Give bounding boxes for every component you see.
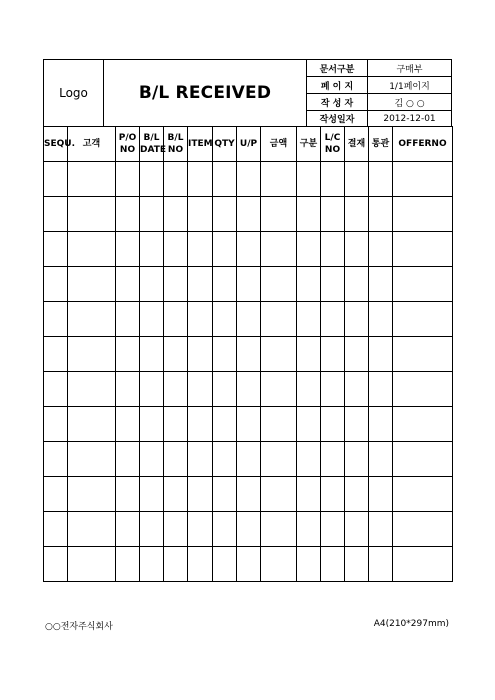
table-cell[interactable] — [140, 197, 164, 232]
table-cell[interactable] — [116, 442, 140, 477]
table-cell[interactable] — [297, 232, 321, 267]
column-header: 고객 — [68, 127, 116, 162]
table-cell[interactable] — [213, 407, 237, 442]
table-cell[interactable] — [140, 442, 164, 477]
table-cell[interactable] — [68, 267, 116, 302]
table-cell[interactable] — [321, 477, 345, 512]
table-cell[interactable] — [116, 232, 140, 267]
table-cell[interactable] — [261, 267, 297, 302]
meta-label-page: 페 이 지 — [307, 77, 368, 94]
table-cell[interactable] — [345, 547, 369, 582]
table-cell[interactable] — [188, 162, 213, 197]
table-cell[interactable] — [393, 162, 453, 197]
table-cell[interactable] — [44, 477, 68, 512]
table-cell[interactable] — [393, 547, 453, 582]
table-cell[interactable] — [116, 407, 140, 442]
table-cell[interactable] — [116, 512, 140, 547]
table-cell[interactable] — [261, 372, 297, 407]
table-body — [44, 162, 453, 582]
table-cell[interactable] — [140, 162, 164, 197]
table-row — [44, 232, 453, 267]
meta-value-page: 1/1페이지 — [368, 77, 452, 94]
table-row — [44, 337, 453, 372]
table-cell[interactable] — [140, 232, 164, 267]
table-cell[interactable] — [213, 372, 237, 407]
table-cell[interactable] — [116, 372, 140, 407]
table-cell[interactable] — [68, 372, 116, 407]
table-cell[interactable] — [369, 547, 393, 582]
table-cell[interactable] — [116, 477, 140, 512]
table-cell[interactable] — [297, 547, 321, 582]
table-cell[interactable] — [345, 407, 369, 442]
table-cell[interactable] — [297, 302, 321, 337]
table-cell[interactable] — [44, 197, 68, 232]
table-cell[interactable] — [44, 407, 68, 442]
document-title: B/L RECEIVED — [104, 60, 307, 127]
table-cell[interactable] — [140, 372, 164, 407]
meta-value-date: 2012-12-01 — [368, 111, 452, 127]
column-header: ITEM — [188, 127, 213, 162]
table-cell[interactable] — [345, 267, 369, 302]
table-cell[interactable] — [44, 232, 68, 267]
table-cell[interactable] — [297, 267, 321, 302]
table-cell[interactable] — [393, 337, 453, 372]
table-cell[interactable] — [44, 372, 68, 407]
table-cell[interactable] — [369, 267, 393, 302]
table-cell[interactable] — [164, 512, 188, 547]
table-cell[interactable] — [213, 442, 237, 477]
table-cell[interactable] — [140, 477, 164, 512]
table-cell[interactable] — [68, 512, 116, 547]
table-cell[interactable] — [345, 337, 369, 372]
table-row — [44, 267, 453, 302]
table-cell[interactable] — [321, 302, 345, 337]
table-cell[interactable] — [261, 302, 297, 337]
table-cell[interactable] — [237, 337, 261, 372]
table-cell[interactable] — [237, 162, 261, 197]
table-row — [44, 162, 453, 197]
table-cell[interactable] — [297, 162, 321, 197]
table-cell[interactable] — [237, 197, 261, 232]
table-cell[interactable] — [237, 302, 261, 337]
table-cell[interactable] — [393, 302, 453, 337]
table-cell[interactable] — [237, 512, 261, 547]
table-cell[interactable] — [164, 477, 188, 512]
table-cell[interactable] — [188, 372, 213, 407]
table-cell[interactable] — [188, 407, 213, 442]
column-header: 결재 — [345, 127, 369, 162]
column-header: L/C NO — [321, 127, 345, 162]
table-cell[interactable] — [44, 547, 68, 582]
table-cell[interactable] — [164, 337, 188, 372]
table-cell[interactable] — [164, 442, 188, 477]
table-cell[interactable] — [297, 407, 321, 442]
table-cell[interactable] — [345, 512, 369, 547]
table-cell[interactable] — [237, 442, 261, 477]
table-cell[interactable] — [393, 232, 453, 267]
table-cell[interactable] — [140, 337, 164, 372]
table-cell[interactable] — [237, 477, 261, 512]
table-cell[interactable] — [261, 547, 297, 582]
table-cell[interactable] — [345, 197, 369, 232]
table-cell[interactable] — [188, 302, 213, 337]
table-cell[interactable] — [188, 267, 213, 302]
table-cell[interactable] — [369, 512, 393, 547]
meta-label-author: 작 성 자 — [307, 94, 368, 111]
table-cell[interactable] — [261, 162, 297, 197]
table-cell[interactable] — [44, 302, 68, 337]
table-cell[interactable] — [164, 162, 188, 197]
table-cell[interactable] — [68, 302, 116, 337]
meta-value-doc-type: 구매부 — [368, 60, 452, 77]
table-row — [44, 407, 453, 442]
table-cell[interactable] — [68, 477, 116, 512]
meta-label-date: 작성일자 — [307, 111, 368, 127]
column-header: QTY — [213, 127, 237, 162]
table-row — [44, 442, 453, 477]
table-cell[interactable] — [261, 232, 297, 267]
table-cell[interactable] — [164, 232, 188, 267]
table-cell[interactable] — [321, 407, 345, 442]
table-cell[interactable] — [369, 162, 393, 197]
table-cell[interactable] — [164, 302, 188, 337]
table-cell[interactable] — [164, 267, 188, 302]
table-cell[interactable] — [297, 477, 321, 512]
table-cell[interactable] — [140, 407, 164, 442]
table-cell[interactable] — [369, 302, 393, 337]
table-cell[interactable] — [188, 197, 213, 232]
table-cell[interactable] — [345, 302, 369, 337]
meta-label-doc-type: 문서구분 — [307, 60, 368, 77]
table-row — [44, 372, 453, 407]
table-cell[interactable] — [68, 407, 116, 442]
table-cell[interactable] — [321, 232, 345, 267]
table-cell[interactable] — [68, 337, 116, 372]
table-cell[interactable] — [140, 302, 164, 337]
table-cell[interactable] — [44, 337, 68, 372]
bl-received-table — [43, 126, 453, 582]
table-cell[interactable] — [297, 442, 321, 477]
table-cell[interactable] — [213, 162, 237, 197]
table-row — [44, 197, 453, 232]
table-cell[interactable] — [68, 547, 116, 582]
table-cell[interactable] — [393, 477, 453, 512]
table-cell[interactable] — [297, 372, 321, 407]
table-cell[interactable] — [188, 232, 213, 267]
table-cell[interactable] — [393, 372, 453, 407]
table-cell[interactable] — [68, 442, 116, 477]
table-row — [44, 302, 453, 337]
table-cell[interactable] — [164, 407, 188, 442]
table-cell[interactable] — [116, 197, 140, 232]
table-cell[interactable] — [261, 407, 297, 442]
table-cell[interactable] — [237, 232, 261, 267]
table-cell[interactable] — [261, 337, 297, 372]
table-cell[interactable] — [369, 197, 393, 232]
table-cell[interactable] — [345, 477, 369, 512]
column-header: P/O NO — [116, 127, 140, 162]
logo: Logo — [44, 60, 104, 127]
table-cell[interactable] — [393, 407, 453, 442]
table-cell[interactable] — [345, 442, 369, 477]
table-cell[interactable] — [237, 267, 261, 302]
table-cell[interactable] — [321, 372, 345, 407]
table-cell[interactable] — [68, 162, 116, 197]
column-header: 통관 — [369, 127, 393, 162]
meta-value-author: 김 ○ ○ — [368, 94, 452, 111]
company-name: ○○전자주식회사 — [45, 622, 113, 632]
table-cell[interactable] — [321, 162, 345, 197]
table-cell[interactable] — [369, 407, 393, 442]
table-cell[interactable] — [164, 197, 188, 232]
table-cell[interactable] — [44, 267, 68, 302]
table-row — [44, 547, 453, 582]
column-header: SEQU. — [44, 127, 68, 162]
table-cell[interactable] — [237, 407, 261, 442]
table-cell[interactable] — [44, 162, 68, 197]
table-cell[interactable] — [369, 442, 393, 477]
table-cell[interactable] — [213, 302, 237, 337]
table-cell[interactable] — [140, 512, 164, 547]
table-cell[interactable] — [164, 372, 188, 407]
table-cell[interactable] — [68, 232, 116, 267]
table-cell[interactable] — [116, 547, 140, 582]
table-cell[interactable] — [44, 442, 68, 477]
paper-size: A4(210*297mm) — [373, 619, 449, 629]
table-cell[interactable] — [297, 197, 321, 232]
table-cell[interactable] — [261, 477, 297, 512]
table-cell[interactable] — [116, 162, 140, 197]
table-cell[interactable] — [213, 337, 237, 372]
table-cell[interactable] — [321, 267, 345, 302]
table-cell[interactable] — [321, 337, 345, 372]
table-cell[interactable] — [345, 162, 369, 197]
table-cell[interactable] — [297, 512, 321, 547]
table-cell[interactable] — [188, 477, 213, 512]
table-cell[interactable] — [369, 232, 393, 267]
column-header: U/P — [237, 127, 261, 162]
table-cell[interactable] — [116, 267, 140, 302]
table-cell[interactable] — [261, 512, 297, 547]
table-cell[interactable] — [261, 442, 297, 477]
table-row — [44, 477, 453, 512]
table-cell[interactable] — [393, 267, 453, 302]
table-row — [44, 512, 453, 547]
column-header: B/L DATE — [140, 127, 164, 162]
table-cell[interactable] — [116, 302, 140, 337]
table-cell[interactable] — [237, 372, 261, 407]
table-cell[interactable] — [321, 547, 345, 582]
table-cell[interactable] — [321, 512, 345, 547]
form-sheet — [43, 59, 451, 615]
table-cell[interactable] — [237, 547, 261, 582]
table-cell[interactable] — [213, 267, 237, 302]
table-cell[interactable] — [188, 547, 213, 582]
header-table — [43, 59, 452, 127]
table-cell[interactable] — [188, 512, 213, 547]
table-cell[interactable] — [188, 337, 213, 372]
table-cell[interactable] — [213, 232, 237, 267]
table-cell[interactable] — [369, 477, 393, 512]
table-cell[interactable] — [297, 337, 321, 372]
column-header: 금액 — [261, 127, 297, 162]
column-header: OFFERNO — [393, 127, 453, 162]
table-cell[interactable] — [68, 197, 116, 232]
column-header: B/L NO — [164, 127, 188, 162]
table-cell[interactable] — [393, 512, 453, 547]
table-cell[interactable] — [213, 512, 237, 547]
table-cell[interactable] — [213, 197, 237, 232]
table-cell[interactable] — [188, 442, 213, 477]
table-cell[interactable] — [140, 547, 164, 582]
table-cell[interactable] — [393, 197, 453, 232]
table-cell[interactable] — [321, 197, 345, 232]
table-cell[interactable] — [393, 442, 453, 477]
table-cell[interactable] — [213, 547, 237, 582]
table-cell[interactable] — [369, 372, 393, 407]
table-cell[interactable] — [345, 232, 369, 267]
column-header: 구분 — [297, 127, 321, 162]
table-cell[interactable] — [369, 337, 393, 372]
table-cell[interactable] — [164, 547, 188, 582]
table-cell[interactable] — [140, 267, 164, 302]
table-cell[interactable] — [345, 372, 369, 407]
table-cell[interactable] — [321, 442, 345, 477]
table-cell[interactable] — [261, 197, 297, 232]
table-cell[interactable] — [213, 477, 237, 512]
table-cell[interactable] — [44, 512, 68, 547]
table-cell[interactable] — [116, 337, 140, 372]
